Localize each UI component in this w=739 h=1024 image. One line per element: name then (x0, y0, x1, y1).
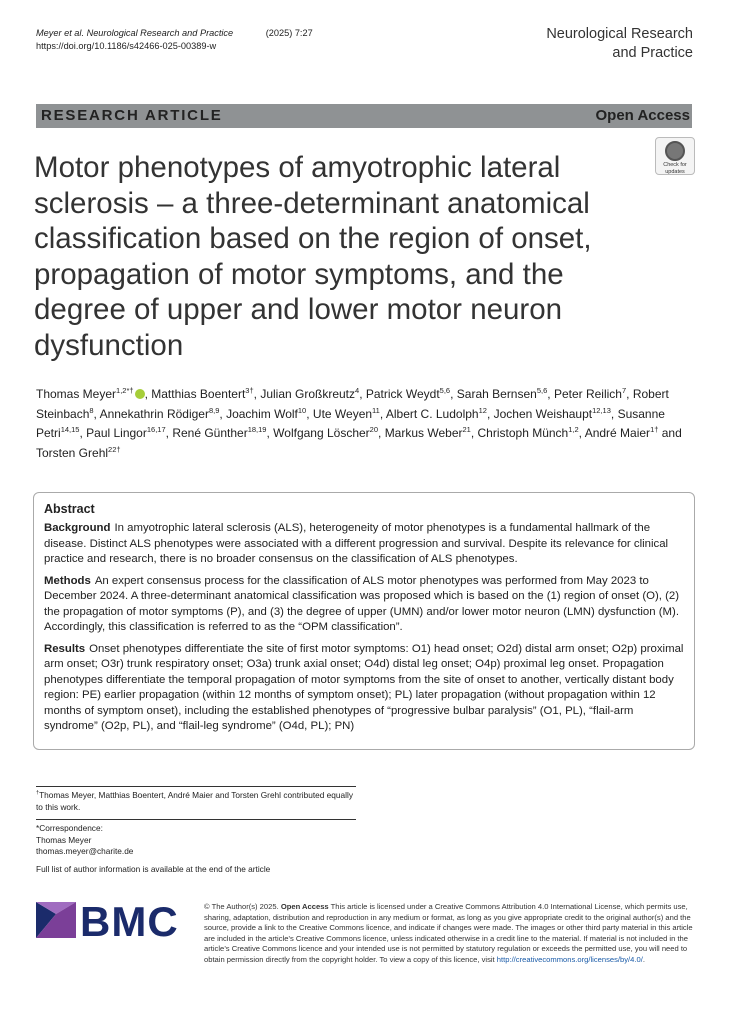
correspondence-email[interactable]: thomas.meyer@charite.de (36, 846, 134, 856)
author-info-note: Full list of author information is available at the end of the article (36, 863, 271, 874)
abstract-heading: Abstract (44, 502, 95, 516)
abstract-methods: Methods An expert consensus process for the classification of ALS motor phenotypes was performed from May 2023 to December 2024. A three-determinant anatomical classification was proposed which is based on the (1) region of onset (O), (2) the propagation of motor symptoms (P), and (3) the degree of upper (UMN) and/or lower motor neuron (LMN) dysfunction (M). Accordingly, this classification is referred to as the “OPM classification”. (44, 574, 680, 633)
author[interactable]: Matthias Boentert$^{3\dagger}$ (151, 386, 254, 401)
article-title: Motor phenotypes of amyotrophic lateral sclerosis – a three-determinant anatomical classification based on the region of onset, propagation of motor symptoms, and the degree of upper and lower motor neuron dysfunction (34, 151, 592, 362)
author[interactable]: Thomas Meyer$^{1,2*\dagger}$ (36, 386, 134, 401)
license-link[interactable]: http://creativecommons.org/licenses/by/4.0/ (496, 954, 643, 964)
check-updates-icon (665, 141, 685, 161)
footnotes (36, 786, 356, 875)
license-statement: © The Author(s) 2025. Open Access This article is licensed under a Creative Commons Attribution 4.0 International License, which permits use, sharing, adaptation, distribution and reproduction in any medium or format, as long as you give appropriate credit to the original author(s) and the source, provide a link to the Creative Commons licence, and indicate if changes were made. The images or other third party material in this article are included in the article’s Creative Commons licence, unless indicated otherwise in a credit line to the material. If material is not included in the article’s Creative Commons licence and your intended use is not permitted by statutory regulation or exceeds the permitted use, you will need to obtain permission directly from the copyright holder. To view a copy of this licence, visit http://creativecommons.org/licenses/by/4.0/. (204, 902, 693, 964)
journal-name-line2: and Practice (612, 45, 693, 61)
author[interactable]: Wolfgang Löscher$^{20}$ (273, 425, 379, 441)
author[interactable]: Jochen Weishaupt$^{12,13}$ (493, 405, 611, 421)
author[interactable]: Annekathrin Rödiger$^{8,9}$ (99, 405, 220, 421)
bmc-logo-text: BMC (80, 898, 179, 945)
correspondence-label: *Correspondence: (36, 823, 103, 833)
badge-line2: updates (665, 169, 685, 175)
author[interactable]: Markus Weber$^{21}$ (384, 425, 471, 441)
correspondence (36, 823, 356, 858)
abstract-background: Background In amyotrophic lateral sclerosis (ALS), heterogeneity of motor phenotypes is a fundamental hallmark of the disease. Distinct ALS phenotypes were associated with a different progression and survival. Despite its relevance for clinical practice and research, there is no broader consensus on the classification of ALS phenotypes. (44, 522, 669, 565)
citation-line (36, 27, 313, 40)
citation-authors: Meyer et al. (36, 28, 84, 38)
article-type: RESEARCH ARTICLE (41, 107, 223, 124)
orcid-icon[interactable] (135, 389, 145, 399)
author[interactable]: Patrick Weydt$^{5,6}$ (365, 386, 451, 401)
abstract-results: Results Onset phenotypes differentiate the site of first motor symptoms: O1) head onset; O2d) distal arm onset; O2p) proximal arm onset; O3r) trunk respiratory onset; O3a) trunk axial onset; O4d) distal leg onset; O4p) proximal leg onset. Propagation phenotypes differentiate the temporal propagation of motor symptoms from the site of onset to another, vertically distant body region: PE) earlier propagation (within 12 months of symptom onset); PL) later propagation (without propagation within 12 months of symptom onset), including the established phenotypes of “progressive bulbar paralysis” (O1, PL), “flail-arm syndrome” (O2p, PL), and “flail-leg syndrome” (O4d, PL); PN) (44, 642, 684, 732)
author[interactable]: Robert Steinbach$^8$ (36, 387, 669, 421)
citation-journal: Neurological Research and Practice (86, 28, 234, 38)
journal-name (546, 25, 693, 63)
author[interactable]: Ute Weyen$^{11}$ (312, 405, 380, 421)
author[interactable]: Peter Reilich$^7$ (553, 386, 627, 401)
check-for-updates-badge[interactable] (655, 137, 695, 175)
footnote-rule (36, 786, 356, 787)
author[interactable]: René Günther$^{18,19}$ (172, 425, 267, 441)
author[interactable]: Christoph Münch$^{1,2}$ (477, 425, 579, 441)
author[interactable]: Joachim Wolf$^{10}$ (226, 405, 307, 421)
author[interactable]: Albert C. Ludolph$^{12}$ (385, 405, 487, 421)
author[interactable]: Julian Großkreutz$^4$ (260, 386, 360, 401)
article-type-bar (36, 104, 692, 128)
equal-contribution-note: †Thomas Meyer, Matthias Boentert, André Maier and Torsten Grehl contributed equally to this work. (36, 790, 353, 812)
journal-name-line1: Neurological Research (546, 26, 693, 42)
doi-link[interactable]: https://doi.org/10.1186/s42466-025-00389-w (36, 41, 217, 51)
author[interactable]: Susanne Petri$^{14,15}$ (36, 406, 665, 441)
bmc-logo-mark (36, 902, 76, 938)
running-header (36, 27, 313, 53)
author[interactable]: Sarah Bernsen$^{5,6}$ (456, 386, 548, 401)
abstract-box (33, 492, 695, 750)
author-list: Thomas Meyer$^{1,2*\dagger}$ , Matthias Boentert$^{3\dagger}$, Julian Großkreutz$^4$, Patrick Weydt$^{5,6}$, Sarah Bernsen$^{5,6}$, Peter Reilich$^7$, Robert Steinbach$^8$, Annekathrin Rödiger$^{8,9}$, Joachim Wolf$^{10}$, Ute Weyen$^{11}$, Albert C. Ludolph$^{12}$, Jochen Weishaupt$^{12,13}$, Susanne Petri$^{14,15}$, Paul Lingor$^{16,17}$, René Günther$^{18,19}$, Wolfgang Löscher$^{20}$, Markus Weber$^{21}$, Christoph Münch$^{1,2}$, André Maier$^{1\dagger}$ and Torsten Grehl$^{22\dagger}$ (36, 386, 682, 460)
badge-line1: Check for (663, 162, 687, 168)
footnote-rule (36, 819, 356, 820)
citation-year-volume: (2025) 7:27 (265, 28, 313, 38)
author[interactable]: Paul Lingor$^{16,17}$ (86, 425, 166, 441)
open-access-label: Open Access (595, 107, 690, 124)
author[interactable]: André Maier$^{1\dagger}$ (584, 425, 659, 441)
author[interactable]: Torsten Grehl$^{22\dagger}$ (36, 444, 121, 460)
correspondence-name: Thomas Meyer (36, 834, 92, 845)
